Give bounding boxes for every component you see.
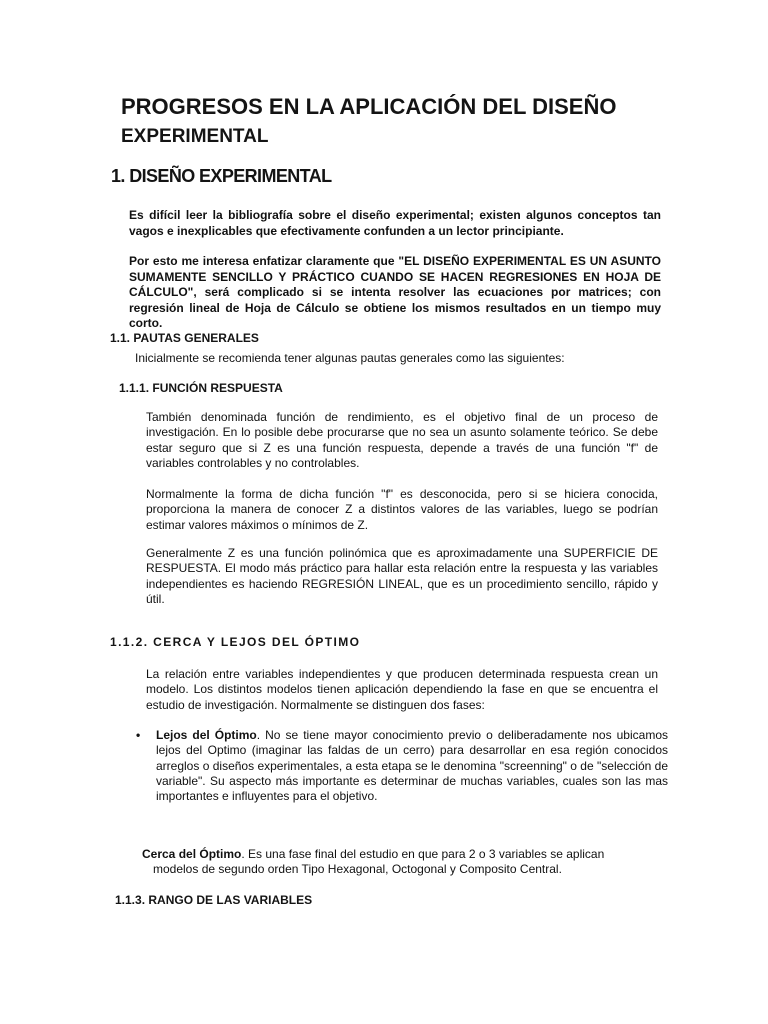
section-heading-pautas-generales: 1.1. PAUTAS GENERALES <box>110 331 259 345</box>
section-heading-diseno-experimental: 1. DISEÑO EXPERIMENTAL <box>111 166 332 186</box>
cerca-lejos-paragraph-1: La relación entre variables independientes y que producen determinada respuesta crean un modelo. Los distintos modelos tienen aplicación dependiendo la fase en que se encuentra el estudio de investigación. Normalmente se distinguen dos fases: <box>146 667 658 712</box>
lejos-del-optimo-text: . No se tiene mayor conocimiento previo o deliberadamente nos ubicamos lejos del Optimo (imaginar las faldas de un cerro) para desarrollar en esa región conocidos arreglos o diseños experimentales, a esta etapa se le denomina "screenning" o de "selección de variable". Su aspecto más importante es determinar de muchas variables, cuales son las mas importantes e influyentes para el objetivo. <box>156 728 668 804</box>
section-heading-rango-variables: 1.1.3. RANGO DE LAS VARIABLES <box>115 893 313 907</box>
document-title <box>121 91 681 151</box>
document-title-line1: PROGRESOS EN LA APLICACIÓN DEL DISEÑO <box>121 94 617 119</box>
cerca-del-optimo-term: Cerca del Óptimo <box>142 847 242 861</box>
document-title-line2: EXPERIMENTAL <box>121 126 269 147</box>
cerca-del-optimo-paragraph <box>142 847 658 878</box>
intro-paragraph-2: Por esto me interesa enfatizar claramente que "EL DISEÑO EXPERIMENTAL ES UN ASUNTO SUMAMENTE SENCILLO Y PRÁCTICO CUANDO SE HACEN REGRESIONES EN HOJA DE CÁLCULO", será complicado si se intenta resolver las ecuaciones por matrices; con regresión lineal de Hoja de Cálculo se obtiene los mismos resultados en un tiempo muy corto. <box>129 254 661 330</box>
section-heading-funcion-respuesta: 1.1.1. FUNCIÓN RESPUESTA <box>119 381 283 395</box>
section-heading-cerca-lejos-optimo: 1.1.2. CERCA Y LEJOS DEL ÓPTIMO <box>110 635 361 649</box>
pautas-intro-text: Inicialmente se recomienda tener algunas pautas generales como las siguientes: <box>135 351 565 365</box>
cerca-del-optimo-text-line2: modelos de segundo orden Tipo Hexagonal, Octogonal y Composito Central. <box>153 862 562 877</box>
funcion-respuesta-paragraph-1: También denominada función de rendimiento, es el objetivo final de un proceso de investigación. En lo posible debe procurarse que no sea un asunto solamente teórico. Se debe estar seguro que si Z es una función respuesta, depende a través de una función "f" de variables controlables y no controlables. <box>146 410 658 470</box>
funcion-respuesta-paragraph-3: Generalmente Z es una función polinómica que es aproximadamente una SUPERFICIE DE RESPUESTA. El modo más práctico para hallar esta relación entre la respuesta y las variables independientes es haciendo REGRESIÓN LINEAL, que es un procedimiento sencillo, rápido y útil. <box>146 546 658 606</box>
bullet-marker: • <box>136 728 141 742</box>
lejos-del-optimo-term: Lejos del Óptimo <box>156 728 257 742</box>
intro-paragraph-1: Es difícil leer la bibliografía sobre el diseño experimental; existen algunos conceptos tan vagos e inexplicables que efectivamente confunden a un lector principiante. <box>129 208 661 238</box>
cerca-del-optimo-text-line1: . Es una fase final del estudio en que para 2 o 3 variables se aplican <box>241 847 605 861</box>
list-item-lejos-del-optimo <box>136 728 668 804</box>
funcion-respuesta-paragraph-2: Normalmente la forma de dicha función "f" es desconocida, pero si se hiciera conocida, proporciona la manera de conocer Z a distintos valores de las variables, luego se podrían estimar valores máximos o mínimos de Z. <box>146 487 658 532</box>
